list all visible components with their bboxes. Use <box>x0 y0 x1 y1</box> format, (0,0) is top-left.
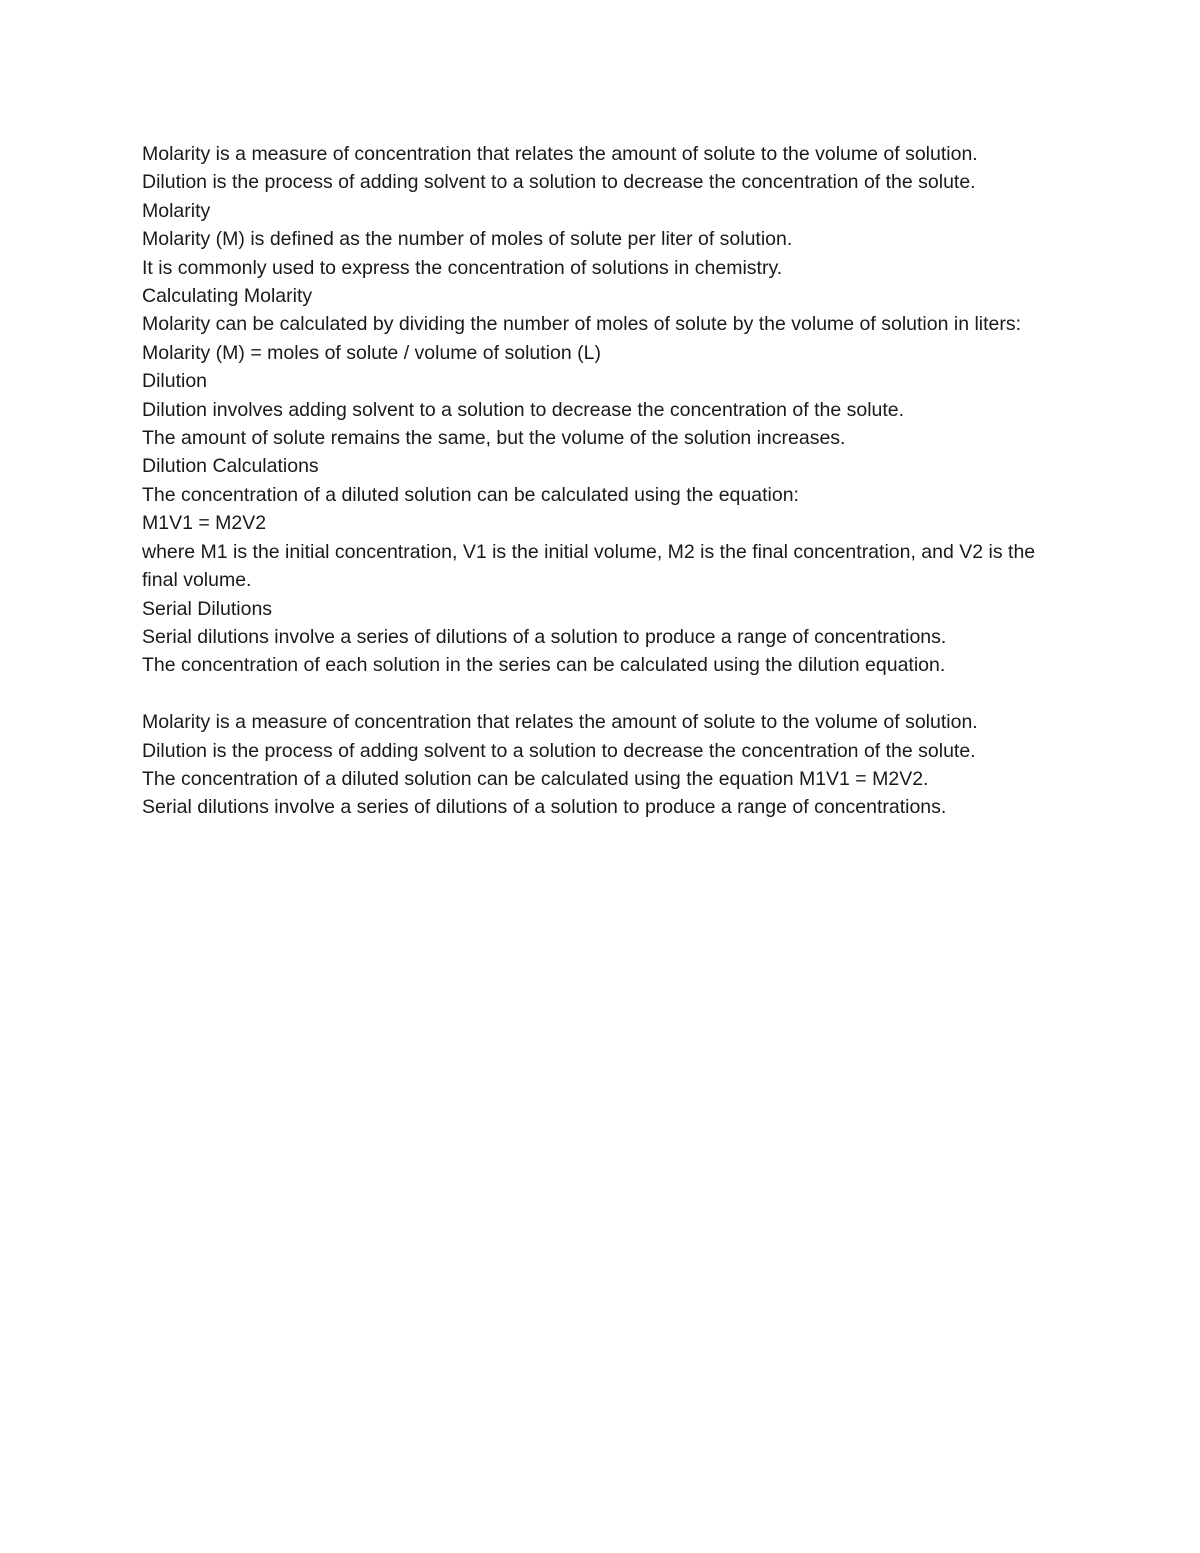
dilution-amount-text: The amount of solute remains the same, but the volume of the solution increases. <box>142 427 846 450</box>
molarity-usage: It is commonly used to express the concentration of solutions in chemistry. <box>142 256 783 279</box>
dilution-text: Dilution involves adding solvent to a solution to decrease the concentration of the solute. <box>142 398 905 421</box>
summary-molarity: Molarity is a measure of concentration that relates the amount of solute to the volume of solution. <box>142 711 978 734</box>
molarity-formula: Molarity (M) = moles of solute / volume of solution (L) <box>142 341 601 364</box>
heading-dilution: Dilution <box>142 370 208 393</box>
summary-dilution: Dilution is the process of adding solvent to a solution to decrease the concentration of the solute. <box>142 739 976 762</box>
summary-serial: Serial dilutions involve a series of dilutions of a solution to produce a range of concentrations. <box>142 796 947 819</box>
heading-calculating-molarity: Calculating Molarity <box>142 285 313 308</box>
serial-dilutions-text: Serial dilutions involve a series of dilutions of a solution to produce a range of concentrations. <box>142 625 947 648</box>
intro-molarity-text: Molarity is a measure of concentration that relates the amount of solute to the volume of solution. <box>142 143 978 165</box>
summary-equation: The concentration of a diluted solution can be calculated using the equation M1V1 = M2V2. <box>142 767 929 790</box>
document-body <box>142 140 1067 822</box>
dilution-equation: M1V1 = M2V2 <box>142 512 267 535</box>
heading-molarity: Molarity <box>142 199 211 222</box>
heading-dilution-calculations: Dilution Calculations <box>142 455 319 478</box>
intro-dilution-text: Dilution is the process of adding solvent to a solution to decrease the concentration of the solute. <box>142 171 976 194</box>
equation-explanation: where M1 is the initial concentration, V1 is the initial volume, M2 is the final concentration, and V2 is the final volume. <box>142 540 1036 592</box>
dilution-calc-text: The concentration of a diluted solution can be calculated using the equation: <box>142 483 799 506</box>
paragraph-spacer <box>142 680 1067 708</box>
serial-calc-text: The concentration of each solution in the series can be calculated using the dilution equation. <box>142 654 946 677</box>
heading-serial-dilutions: Serial Dilutions <box>142 597 273 620</box>
calculating-molarity-text: Molarity can be calculated by dividing the number of moles of solute by the volume of solution in liters: <box>142 313 1022 336</box>
molarity-definition: Molarity (M) is defined as the number of moles of solute per liter of solution. <box>142 228 793 251</box>
